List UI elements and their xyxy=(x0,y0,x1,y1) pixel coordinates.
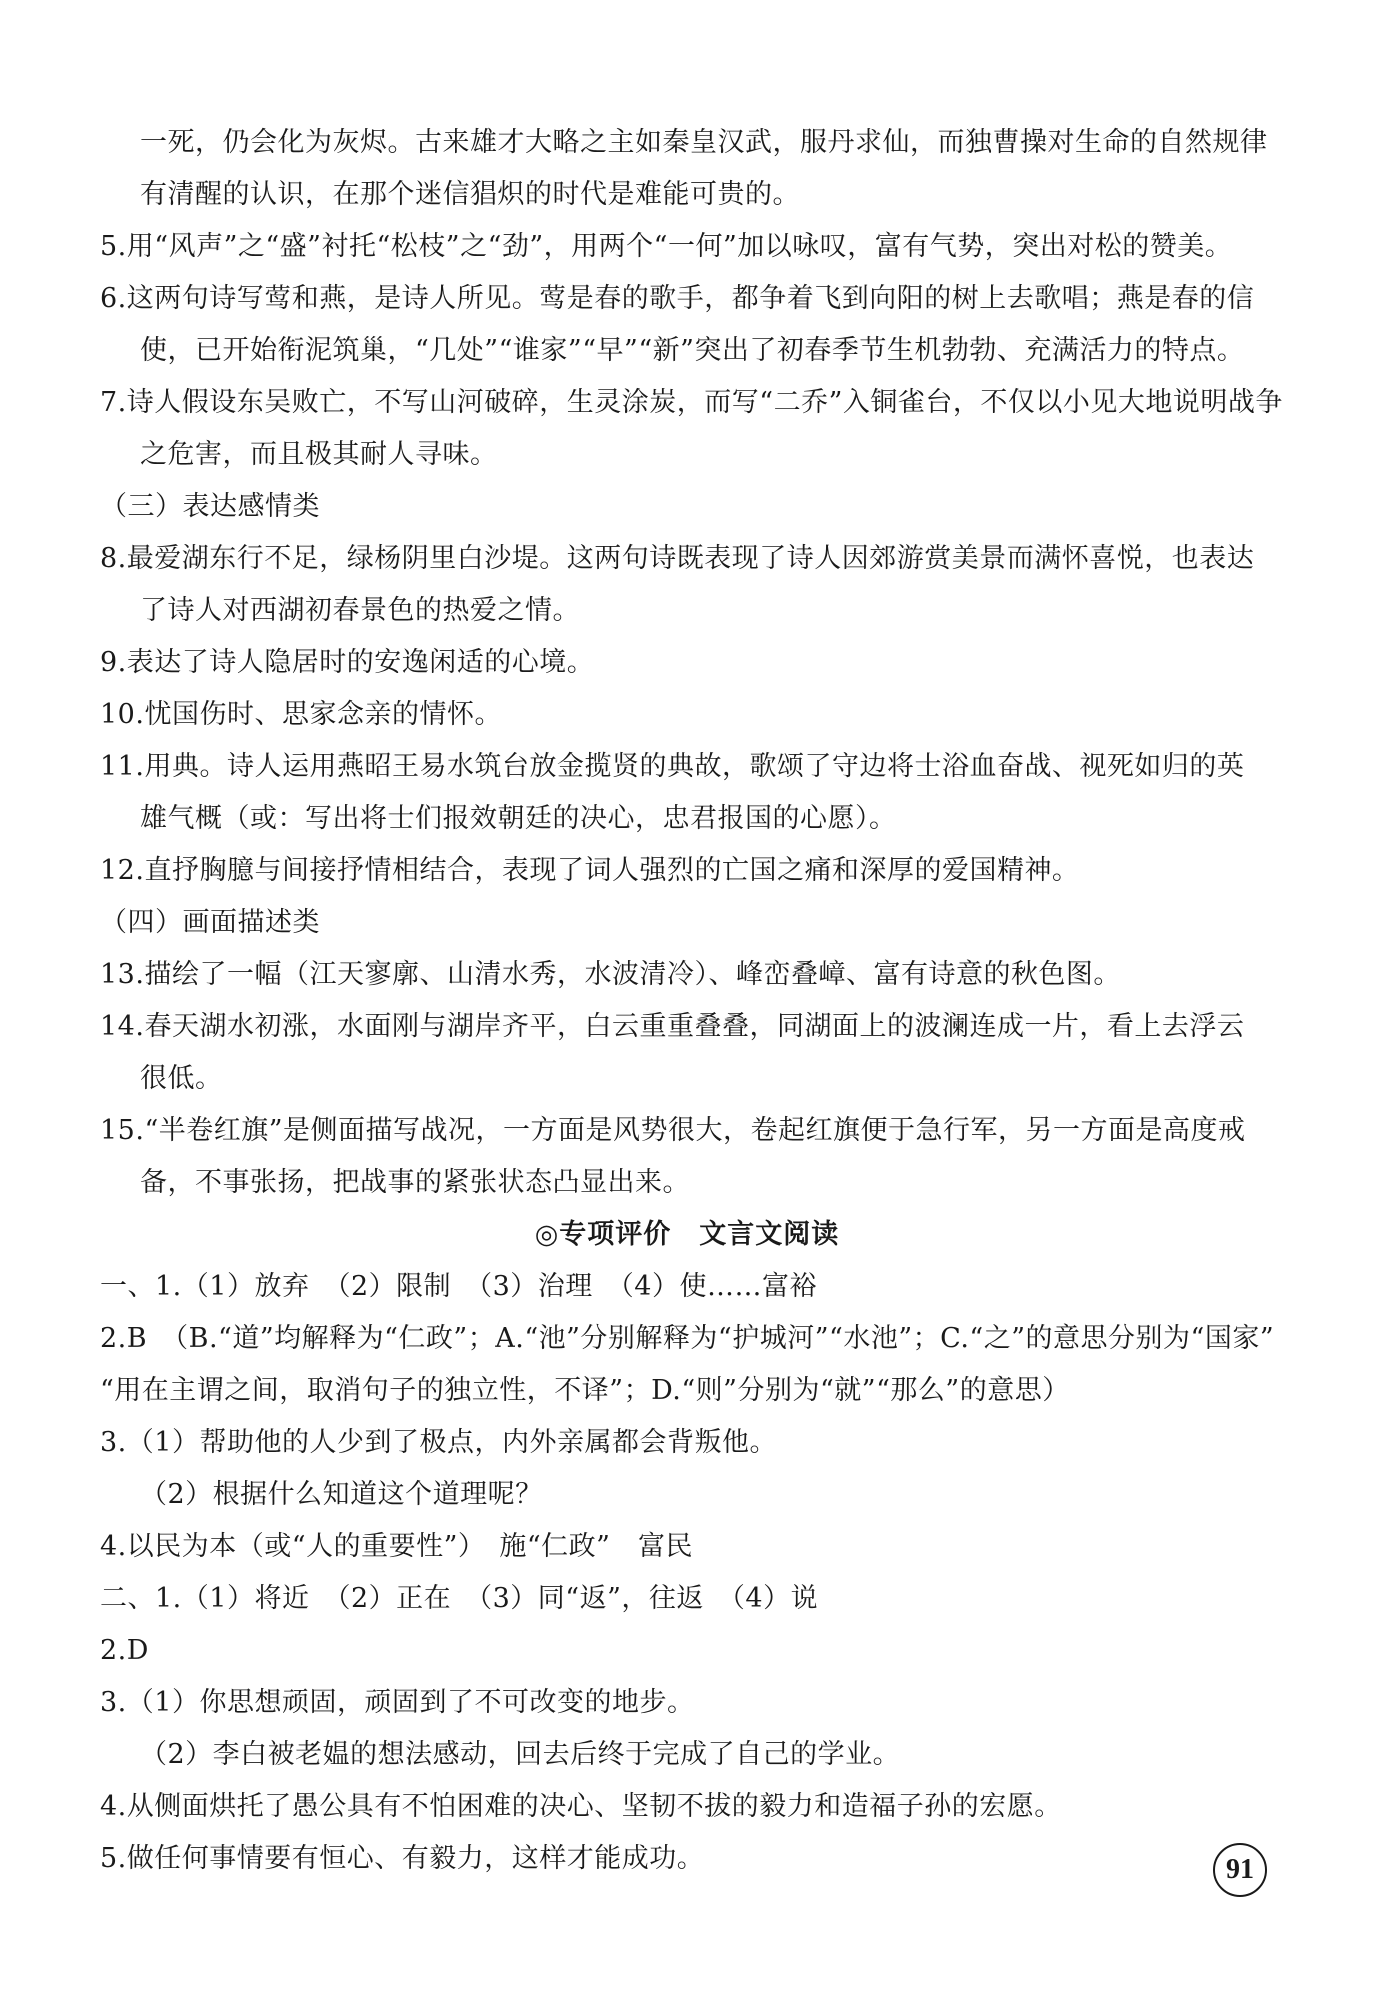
text-line: 12.直抒胸臆与间接抒情相结合，表现了词人强烈的亡国之痛和深厚的爱国精神。 xyxy=(100,855,1080,886)
text-line: 8.最爱湖东行不足，绿杨阴里白沙堤。这两句诗既表现了诗人因郊游赏美景而满怀喜悦，也表达 xyxy=(100,543,1255,574)
text-line: 雄气概（或：写出将士们报效朝廷的决心，忠君报国的心愿）。 xyxy=(140,803,897,834)
text-line: 7.诗人假设东吴败亡，不写山河破碎，生灵涂炭，而写“二乔”入铜雀台，不仅以小见大地说明战争 xyxy=(100,387,1283,418)
text-line: 14.春天湖水初涨，水面刚与湖岸齐平，白云重重叠叠，同湖面上的波澜连成一片，看上去浮云 xyxy=(100,1011,1245,1042)
text-line: 之危害，而且极其耐人寻味。 xyxy=(140,439,498,470)
text-line: “用在主谓之间，取消句子的独立性，不译”；D.“则”分别为“就”“那么”的意思） xyxy=(100,1375,1070,1406)
text-line: 4.从侧面烘托了愚公具有不怕困难的决心、坚韧不拔的毅力和造福子孙的宏愿。 xyxy=(100,1791,1062,1822)
text-line: 11.用典。诗人运用燕昭王易水筑台放金揽贤的典故，歌颂了守边将士浴血奋战、视死如归的英 xyxy=(100,751,1245,782)
text-line: 二、1.（1）将近 （2）正在 （3）同“返”，往返 （4）说 xyxy=(100,1583,819,1614)
text-line: 3.（1）你思想顽固，顽固到了不可改变的地步。 xyxy=(100,1687,695,1718)
text-line: 10.忧国伤时、思家念亲的情怀。 xyxy=(100,699,502,730)
text-line: 2.D xyxy=(100,1635,149,1666)
text-line: 15.“半卷红旗”是侧面描写战况，一方面是风势很大，卷起红旗便于急行军，另一方面是高度戒 xyxy=(100,1115,1246,1146)
text-line: 6.这两句诗写莺和燕，是诗人所见。莺是春的歌手，都争着飞到向阳的树上去歌唱；燕是春的信 xyxy=(100,283,1255,314)
text-line: （2）根据什么知道这个道理呢？ xyxy=(140,1479,543,1510)
text-line: 使，已开始衔泥筑巢，“几处”“谁家”“早”“新”突出了初春季节生机勃勃、充满活力的特点。 xyxy=(140,335,1245,366)
text-line: 有清醒的认识，在那个迷信猖炽的时代是难能可贵的。 xyxy=(140,179,800,210)
text-line: 3.（1）帮助他的人少到了极点，内外亲属都会背叛他。 xyxy=(100,1427,777,1458)
text-line: 备，不事张扬，把战事的紧张状态凸显出来。 xyxy=(140,1167,690,1198)
section-title: ◎专项评价 文言文阅读 xyxy=(534,1219,840,1250)
text-line: 5.用“风声”之“盛”衬托“松枝”之“劲”，用两个“一何”加以咏叹，富有气势，突出对松的赞美。 xyxy=(100,231,1233,262)
section-heading: （四）画面描述类 xyxy=(100,907,320,938)
page-number: 91 xyxy=(1213,1843,1267,1897)
text-line: 13.描绘了一幅（江天寥廓、山清水秀，水波清冷）、峰峦叠嶂、富有诗意的秋色图。 xyxy=(100,959,1121,990)
text-line: 4.以民为本（或“人的重要性”） 施“仁政” 富民 xyxy=(100,1531,693,1562)
text-line: 了诗人对西湖初春景色的热爱之情。 xyxy=(140,595,580,626)
text-line: （2）李白被老媪的想法感动，回去后终于完成了自己的学业。 xyxy=(140,1739,901,1770)
text-line: 一、1.（1）放弃 （2）限制 （3）治理 （4）使……富裕 xyxy=(100,1271,817,1302)
text-line: 2.B （B.“道”均解释为“仁政”；A.“池”分别解释为“护城河”“水池”；C.“之”的意思分别为“国家” xyxy=(100,1323,1275,1354)
text-line: 很低。 xyxy=(140,1063,223,1094)
text-line: 9.表达了诗人隐居时的安逸闲适的心境。 xyxy=(100,647,595,678)
text-line: 5.做任何事情要有恒心、有毅力，这样才能成功。 xyxy=(100,1843,705,1874)
section-heading: （三）表达感情类 xyxy=(100,491,320,522)
text-line: 一死，仍会化为灰烬。古来雄才大略之主如秦皇汉武，服丹求仙，而独曹操对生命的自然规律 xyxy=(140,127,1268,158)
